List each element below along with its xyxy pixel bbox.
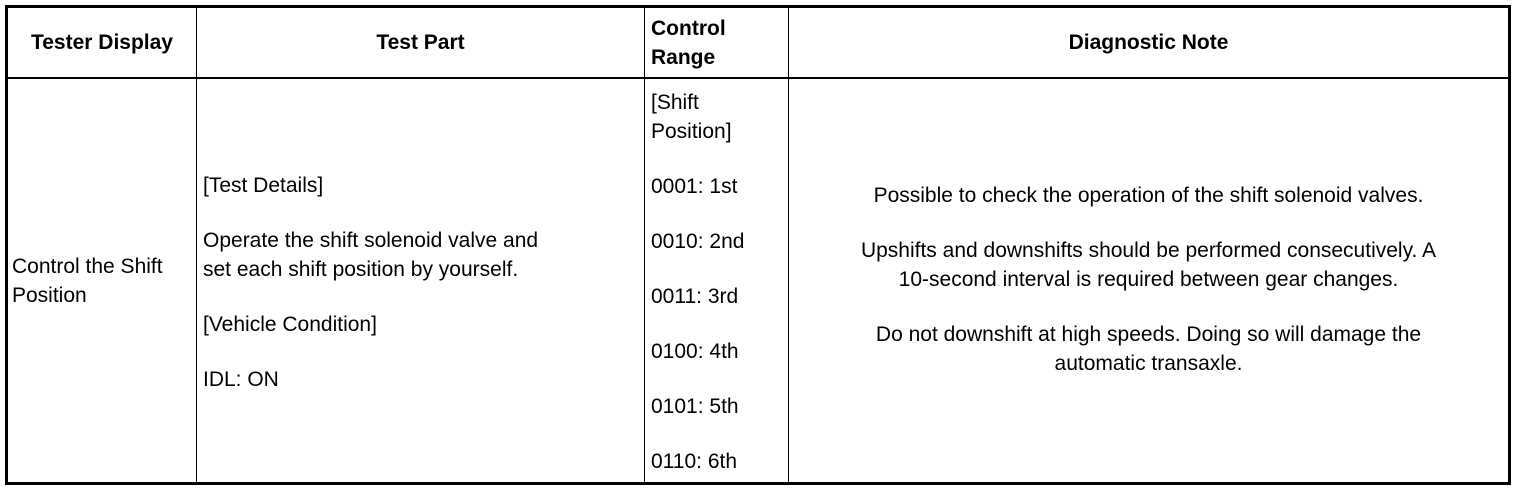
vehicle-condition-heading: [Vehicle Condition]	[203, 313, 377, 336]
test-details-line1: Operate the shift solenoid valve and	[203, 229, 539, 252]
diagnostic-note-para2-line2: 10-second interval is required between gear changes.	[898, 268, 1399, 291]
diagnostic-note-para2-line1: Upshifts and downshifts should be performed consecutively. A	[860, 239, 1437, 262]
header-divider	[8, 77, 1508, 79]
test-details-line2: set each shift position by yourself.	[203, 258, 519, 281]
tester-display-cell	[12, 252, 196, 310]
header-tester-display-label: Tester Display	[30, 31, 173, 54]
control-range-heading-line2: Position]	[651, 120, 732, 143]
diagnostic-note-cell	[789, 181, 1508, 378]
header-test-part-label: Test Part	[376, 31, 465, 54]
control-range-item: 0101: 5th	[651, 395, 739, 418]
header-diagnostic-note	[789, 8, 1508, 77]
header-control-range-line1: Control	[651, 17, 726, 40]
control-range-item: 0001: 1st	[651, 175, 738, 198]
control-range-item: 0011: 3rd	[651, 285, 739, 308]
header-control-range	[651, 14, 788, 74]
control-range-item: 0100: 4th	[651, 340, 739, 363]
diagnostic-note-para3-line1: Do not downshift at high speeds. Doing so will damage the	[875, 323, 1422, 346]
header-diagnostic-note-label: Diagnostic Note	[1068, 31, 1229, 54]
diagnostic-note-para3-line2: automatic transaxle.	[1054, 352, 1243, 375]
test-part-cell	[203, 171, 643, 394]
column-divider	[644, 8, 645, 482]
control-range-item: 0110: 6th	[651, 450, 738, 473]
control-range-heading-line1: [Shift	[651, 91, 699, 114]
control-range-cell	[651, 88, 788, 476]
vehicle-condition-value: IDL: ON	[203, 368, 279, 391]
diagnostic-table	[5, 5, 1511, 485]
diagnostic-note-para1: Possible to check the operation of the shift solenoid valves.	[873, 184, 1424, 207]
tester-display-line2: Position	[12, 284, 87, 307]
test-details-heading: [Test Details]	[203, 174, 324, 197]
header-test-part	[197, 8, 644, 77]
tester-display-line1: Control the Shift	[12, 255, 163, 278]
column-divider	[196, 8, 197, 482]
header-tester-display	[8, 8, 196, 77]
header-control-range-line2: Range	[651, 46, 716, 69]
control-range-item: 0010: 2nd	[651, 230, 745, 253]
